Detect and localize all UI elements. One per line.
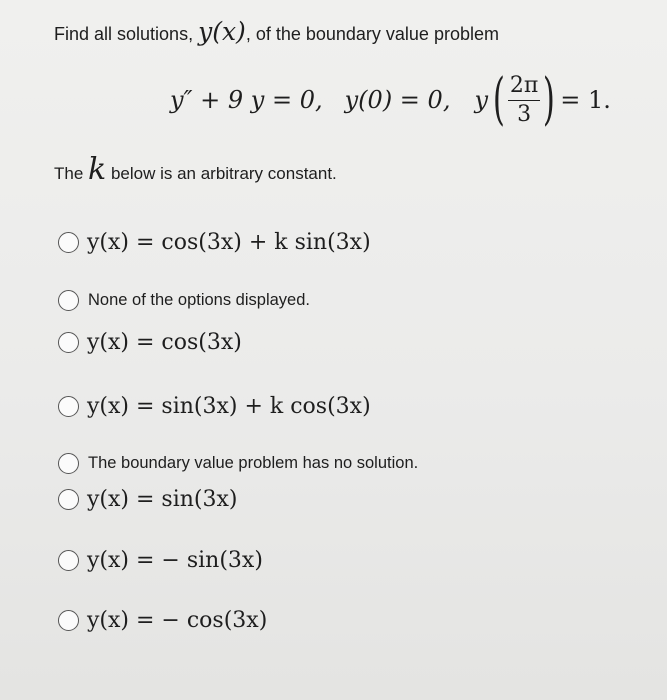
- radio-button[interactable]: [58, 232, 79, 253]
- constant-note: [54, 150, 337, 194]
- radio-button[interactable]: [58, 396, 79, 417]
- bc2-function: y: [474, 86, 489, 114]
- option-label[interactable]: y(x) = cos(3x): [87, 330, 242, 355]
- answer-option-2[interactable]: [58, 290, 310, 311]
- note-k: k: [88, 152, 107, 187]
- boundary-value-equation: [170, 64, 611, 136]
- question-prefix: Find all solutions,: [54, 24, 199, 44]
- question-function: y(x): [198, 17, 246, 46]
- answer-option-8[interactable]: [58, 608, 267, 633]
- radio-button[interactable]: [58, 550, 79, 571]
- option-label[interactable]: y(x) = − cos(3x): [87, 608, 268, 633]
- fraction-denominator: 3: [517, 101, 532, 127]
- right-paren: ): [543, 67, 556, 132]
- boundary-condition-2: [474, 67, 611, 132]
- option-label[interactable]: y(x) = sin(3x) + k cos(3x): [87, 394, 371, 419]
- fraction: [508, 73, 540, 128]
- answer-option-4[interactable]: [58, 394, 371, 419]
- option-label[interactable]: y(x) = − sin(3x): [87, 548, 263, 573]
- option-label[interactable]: y(x) = cos(3x) + k sin(3x): [87, 230, 371, 255]
- boundary-condition-1: y(0) = 0,: [344, 86, 451, 114]
- option-label[interactable]: y(x) = sin(3x): [87, 487, 238, 512]
- answer-option-7[interactable]: [58, 548, 263, 573]
- radio-button[interactable]: [58, 290, 79, 311]
- question-suffix: , of the boundary value problem: [245, 24, 499, 44]
- note-suffix: below is an arbitrary constant.: [106, 164, 337, 183]
- question-text: [54, 18, 499, 48]
- note-prefix: The: [54, 164, 89, 183]
- option-label[interactable]: The boundary value problem has no solution.: [88, 454, 419, 472]
- radio-button[interactable]: [58, 489, 79, 510]
- bc2-value: = 1.: [560, 86, 611, 114]
- answer-option-5[interactable]: [58, 453, 418, 474]
- left-paren: (: [492, 67, 505, 132]
- answer-option-3[interactable]: [58, 330, 242, 355]
- option-label[interactable]: None of the options displayed.: [88, 291, 310, 309]
- answer-option-1[interactable]: [58, 230, 371, 255]
- radio-button[interactable]: [58, 332, 79, 353]
- ode-expression: y″ + 9 y = 0,: [170, 86, 323, 114]
- answer-option-6[interactable]: [58, 487, 238, 512]
- radio-button[interactable]: [58, 453, 79, 474]
- fraction-numerator: 2π: [508, 73, 540, 101]
- radio-button[interactable]: [58, 610, 79, 631]
